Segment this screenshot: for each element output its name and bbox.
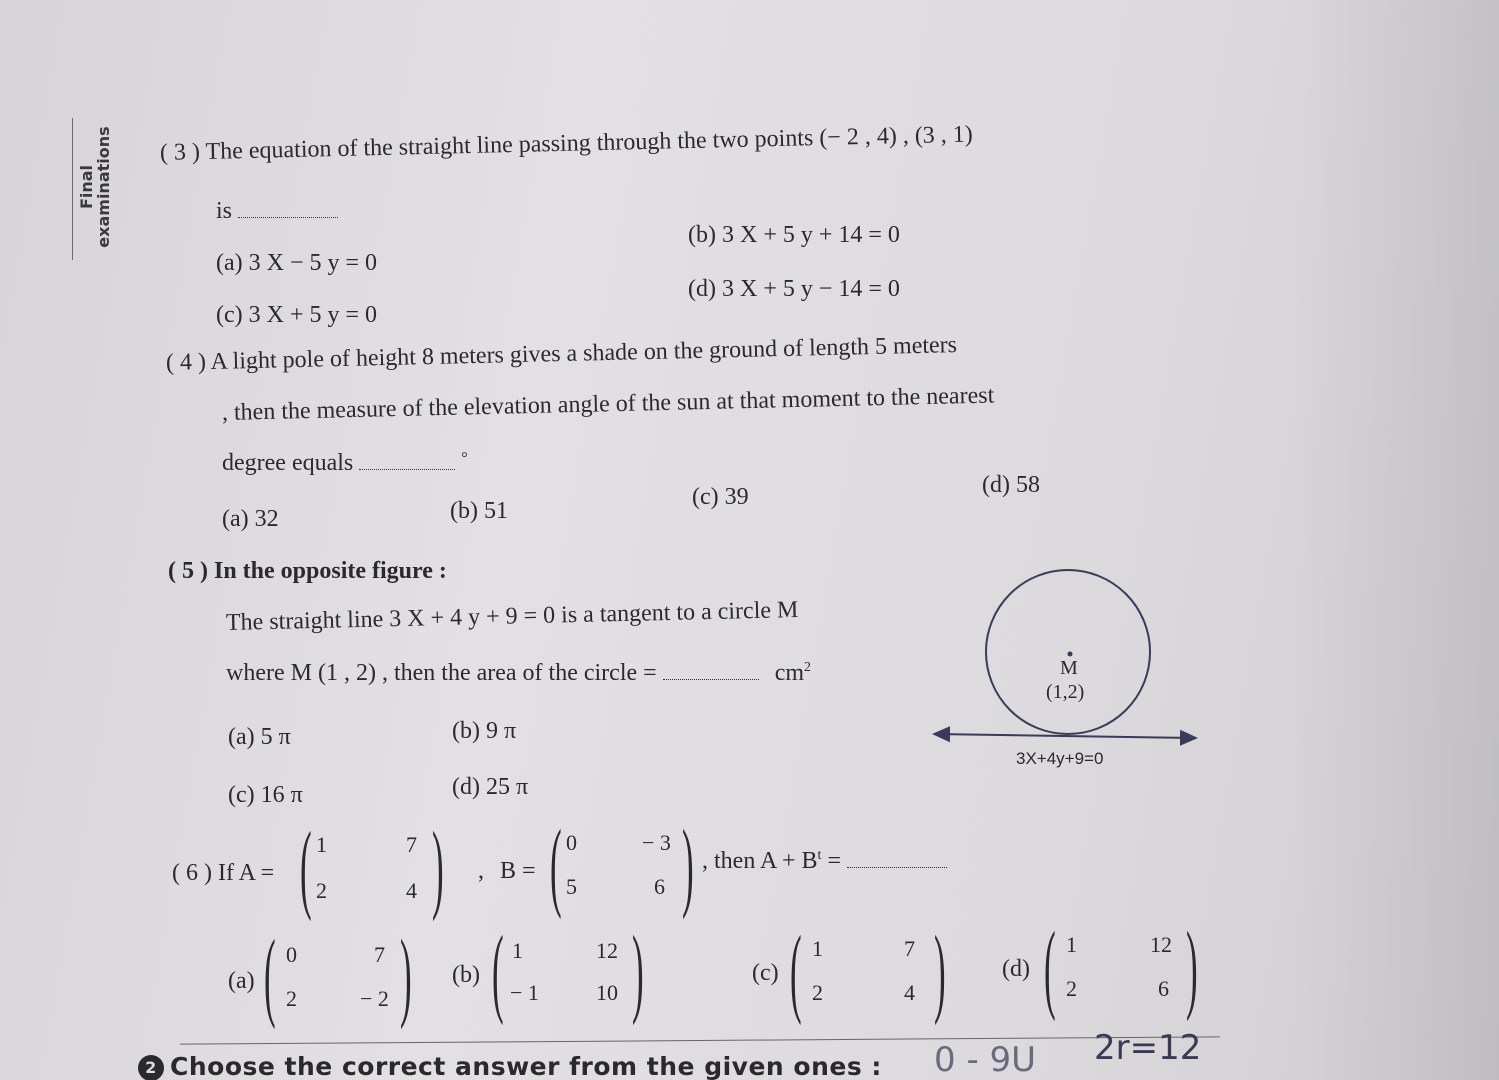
q6-number: ( 6 ) [172, 860, 212, 886]
matrix-cell: 7 [406, 832, 417, 857]
q5-number: ( 5 ) [168, 558, 208, 584]
matrix-cell: 6 [1158, 976, 1169, 1001]
q5-heading: In the opposite figure : [213, 558, 447, 584]
section-heading [138, 1052, 882, 1080]
q5-circle [986, 570, 1150, 734]
q4-line1: A light pole of height 8 meters gives a shade on the ground of length 5 meters [210, 332, 958, 375]
page-shadow [1290, 0, 1499, 1080]
q6-option-b-label[interactable]: (b) [452, 962, 480, 988]
q6-matrix-a: ( ) 1 7 2 4 [300, 811, 444, 922]
q4-degree-mark: ° [461, 450, 468, 467]
q6-comma: , [478, 858, 484, 884]
matrix-cell: 2 [286, 986, 297, 1011]
matrix-cell: 4 [406, 878, 417, 903]
q4-option-c[interactable]: (c) 39 [692, 484, 749, 510]
q6-then [702, 848, 947, 875]
section-heading-text: Choose the correct answer from the given ones : [170, 1052, 882, 1080]
q3-is-line [216, 198, 338, 225]
matrix-cell: − 2 [360, 986, 389, 1011]
q3-option-b[interactable]: (b) 3 X + 5 y + 14 = 0 [688, 222, 900, 248]
q4-line2: , then the measure of the elevation angle of the sun at that moment to the nearest [221, 382, 995, 426]
q4-option-a[interactable]: (a) 32 [222, 506, 279, 532]
matrix-cell: − 3 [642, 830, 671, 855]
q4-option-b[interactable]: (b) 51 [450, 498, 508, 524]
q3-number: ( 3 ) [159, 139, 201, 166]
matrix-cell: 12 [1150, 932, 1172, 957]
q5-option-d[interactable]: (d) 25 π [452, 774, 529, 800]
side-tab-label: Final examinations [77, 126, 113, 248]
q5-line1: The straight line 3 X + 4 y + 9 = 0 is a tangent to a circle M [225, 597, 799, 636]
q6-option-c-matrix[interactable]: ( ) 1 7 2 4 [790, 915, 946, 1026]
matrix-cell: 7 [904, 936, 915, 961]
q3-stem [160, 122, 973, 167]
section-divider [180, 1036, 1220, 1044]
matrix-cell: 2 [1066, 976, 1077, 1001]
q3-text: The equation of the straight line passing through the two points [205, 125, 814, 165]
q5-line2 [226, 660, 811, 687]
matrix-cell: 0 [286, 942, 297, 967]
q3-is: is [216, 198, 233, 224]
q6-b-eq: B = [500, 858, 536, 884]
matrix-cell: 1 [1066, 932, 1077, 957]
q6-matrix-b: ( ) 0 − 3 5 6 [550, 809, 694, 920]
q6-option-d-matrix[interactable]: ( ) 1 12 2 6 [1044, 911, 1198, 1022]
q5-line-equation: 3X+4y+9=0 [1016, 749, 1104, 768]
side-tab [72, 118, 115, 260]
matrix-cell: 7 [374, 942, 385, 967]
matrix-cell: 4 [904, 980, 915, 1005]
q6-stem-start [172, 860, 274, 887]
q3-option-d[interactable]: (d) 3 X + 5 y − 14 = 0 [688, 276, 900, 302]
q4-line3 [222, 450, 468, 477]
q6-equals: = [827, 848, 841, 874]
q5-option-b[interactable]: (b) 9 π [452, 718, 517, 744]
matrix-cell: 0 [566, 830, 577, 855]
q5-blank [663, 679, 759, 680]
q5-center-point [1068, 652, 1073, 657]
matrix-cell: − 1 [510, 980, 539, 1005]
q4-line3-text: degree equals [222, 450, 354, 476]
q3-points: (− 2 , 4) , (3 , 1) [818, 121, 974, 152]
q6-if-a: If A = [217, 860, 275, 886]
q5-option-c[interactable]: (c) 16 π [228, 782, 303, 808]
q5-figure [920, 560, 1220, 780]
matrix-cell: 12 [596, 938, 618, 963]
q6-blank [847, 867, 947, 868]
q6-option-a-label[interactable]: (a) [228, 968, 255, 994]
matrix-cell: 5 [566, 874, 577, 899]
q5-option-a[interactable]: (a) 5 π [228, 724, 291, 750]
handwritten-note-1: 0 - 9U [934, 1040, 1037, 1080]
q4-stem-line1 [166, 332, 958, 377]
q6-option-d-label[interactable]: (d) [1002, 956, 1030, 982]
matrix-cell: 1 [316, 832, 327, 857]
q6-option-a-matrix[interactable]: ( ) 0 7 2 − 2 [264, 919, 412, 1030]
q5-center-coord: (1,2) [1046, 681, 1085, 703]
matrix-cell: 10 [596, 980, 618, 1005]
q6-transpose: t [817, 848, 822, 863]
q5-heading-line [168, 558, 447, 585]
q3-option-c[interactable]: (c) 3 X + 5 y = 0 [216, 302, 378, 328]
q4-number: ( 4 ) [165, 349, 207, 376]
q6-then-text: , then A + B [702, 848, 818, 874]
matrix-cell: 1 [812, 936, 823, 961]
section-badge: 2 [138, 1055, 164, 1080]
q4-blank [359, 469, 455, 470]
q5-center-label: M [1060, 657, 1078, 679]
matrix-cell: 2 [316, 878, 327, 903]
q5-unit-sup: 2 [804, 660, 812, 675]
q6-option-b-matrix[interactable]: ( ) 1 12 − 1 10 [492, 915, 644, 1026]
q4-option-d[interactable]: (d) 58 [982, 472, 1040, 498]
handwritten-note-2: 2r=12 [1094, 1028, 1202, 1068]
matrix-cell: 6 [654, 874, 665, 899]
q3-option-a[interactable]: (a) 3 X − 5 y = 0 [216, 250, 378, 276]
matrix-cell: 1 [512, 938, 523, 963]
matrix-cell: 2 [812, 980, 823, 1005]
q3-blank [238, 217, 338, 218]
q5-line2-text: where M (1 , 2) , then the area of the circle = [226, 660, 657, 686]
q5-unit: cm [774, 660, 805, 686]
q6-option-c-label[interactable]: (c) [752, 960, 779, 986]
